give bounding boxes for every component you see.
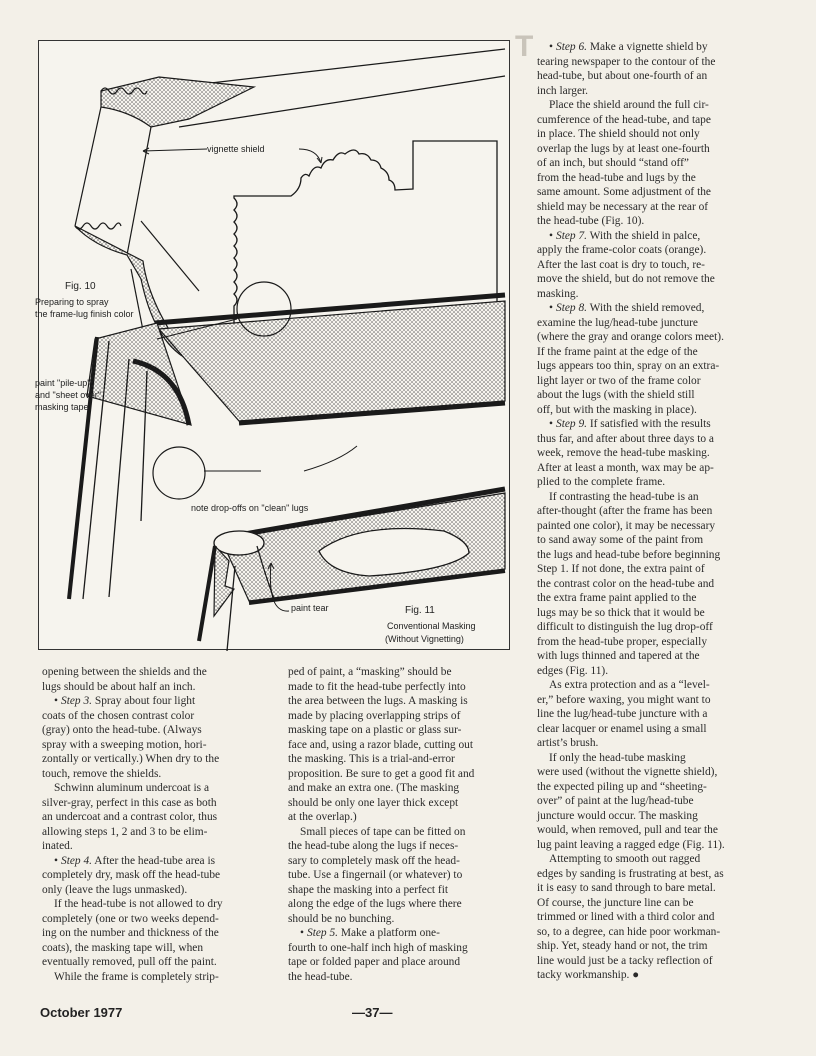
col3-line: line would just be a tacky reflection of (537, 954, 713, 967)
step6-line: Make a vignette shield by (587, 41, 708, 53)
step9-line: After at least a month, wax may be ap- (537, 461, 714, 474)
col2-line: tube. Use a fingernail (or whatever) to (288, 869, 463, 881)
step8-line: off, but with the masking in place). (537, 403, 697, 416)
fig10-label: Fig. 10 (65, 281, 96, 292)
col3-line: it is easy to sand through to bare metal. (537, 882, 716, 894)
col2-line: should be no bunching. (288, 912, 395, 925)
step9-line: thus far, and after about three days to a (537, 432, 714, 445)
col2-line: the head-tube along the lugs if neces- (288, 840, 459, 852)
step8-paragraph: • Step 8. With the shield removed, (549, 302, 705, 314)
col3-line: Attempting to smooth out ragged (549, 853, 701, 865)
col3-line: juncture would occur. The masking (537, 809, 698, 822)
step6-line: tearing newspaper to the contour of the (537, 55, 716, 68)
step9-line: week, remove the head-tube masking. (537, 447, 710, 459)
col3-line: If only the head-tube masking (549, 751, 686, 764)
col3-line: cumference of the head-tube, and tape (537, 113, 711, 126)
col3-line: Of course, the juncture line can be (537, 896, 694, 909)
col3-line: edges (Fig. 11). (537, 664, 609, 677)
step9-line: plied to the complete frame. (537, 476, 666, 488)
col2-line: and make an extra one. (The masking (288, 782, 460, 794)
col2-line: made by placing overlapping strips of (288, 709, 461, 722)
step6-line: inch larger. (537, 84, 589, 97)
fig10-caption-line1: Preparing to spray (35, 297, 109, 307)
article-column-1 (42, 665, 268, 984)
figure-illustration (39, 41, 511, 651)
fig10-caption-line2: the frame-lug finish color (35, 309, 134, 319)
col3-line: the head-tube (Fig. 10). (537, 215, 645, 227)
col1-line: Schwinn aluminum undercoat is a (54, 782, 210, 794)
col1-line: opening between the shields and the (42, 666, 207, 678)
step7-paragraph: • Step 7. With the shield in palce, (549, 229, 701, 242)
col3-line: were used (without the vignette shield), (537, 766, 718, 778)
footer-date: October 1977 (40, 1005, 123, 1020)
col2-line: the masking. This is a trial-and-error (288, 753, 455, 765)
step5-line: fourth to one-half inch high of masking (288, 941, 468, 954)
step5-line: tape or folded paper and place around (288, 956, 461, 968)
step3-line: Spray about four light (92, 695, 196, 707)
col2-line: the area between the lugs. A masking is (288, 695, 468, 707)
col3-line: the contrast color on the head-tube and (537, 577, 715, 590)
col3-line: er,” before waxing, you might want to (537, 693, 711, 706)
col3-line: the lugs and head-tube before beginning (537, 548, 721, 561)
col1-line: an undercoat and a contrast color, thus (42, 811, 218, 823)
col3-line: from the head-tube and lugs by the (537, 171, 696, 184)
col3-line: line the lug/head-tube juncture with a (537, 708, 708, 720)
article-column-2 (288, 665, 516, 984)
step8-label: Step 8. (556, 302, 588, 314)
step8-line: (where the gray and orange colors meet). (537, 331, 724, 343)
fig11-caption-line2: (Without Vignetting) (385, 634, 464, 644)
step6-line: head-tube, but about one-fourth of an (537, 70, 708, 82)
figure-box (35, 40, 510, 650)
step3-line: coats of the chosen contrast color (42, 709, 195, 722)
step6-paragraph: • Step 6. Make a vignette shield by (549, 41, 708, 53)
step3-paragraph: • Step 3. Spray about four light (54, 695, 196, 707)
col3-line: lugs may be so thick that it would be (537, 606, 705, 619)
fig11-callout-dropoffs: note drop-offs on "clean" lugs (191, 503, 309, 513)
col2-line: along the edge of the lugs where there (288, 898, 462, 910)
col3-line: with lugs thinned and tapered at the (537, 650, 700, 662)
step7-line: apply the frame-color coats (orange). (537, 244, 707, 256)
step7-line: With the shield in palce, (587, 229, 701, 242)
col3-line: lug paint leaving a ragged edge (Fig. 11). (537, 838, 725, 851)
col1-line: lugs should be about half an inch. (42, 680, 196, 693)
col3-line: tacky workmanship. (537, 969, 630, 981)
col3-line: same amount. Some adjustment of the (537, 186, 711, 198)
fig11-callout-pileup-2: and "sheet over" (35, 390, 101, 400)
col3-line: would, when removed, pull and tear the (537, 824, 718, 836)
step9-line: If satisfied with the results (587, 418, 711, 430)
col1-line: If the head-tube is not allowed to dry (54, 898, 223, 910)
step5-label: Step 5. (307, 927, 339, 939)
col2-line: ped of paint, a “masking” should be (288, 666, 452, 678)
col3-line: If contrasting the head-tube is an (549, 490, 699, 503)
fig11-caption-line1: Conventional Masking (387, 621, 476, 631)
col1-line: ing on the number and thickness of the (42, 927, 219, 939)
step4-paragraph: • Step 4. After the head-tube area is (54, 854, 216, 867)
col3-line: As extra protection and as a “level- (549, 679, 710, 691)
step4-label: Step 4. (61, 854, 93, 867)
step3-line: touch, remove the shields. (42, 767, 162, 780)
fig11-callout-pileup-1: paint "pile-up" (35, 378, 91, 388)
col3-line: the extra frame paint applied to the (537, 592, 697, 604)
fig11-label: Fig. 11 (405, 605, 435, 616)
fig10-callout-vignette-shield: vignette shield (207, 144, 265, 154)
col3-line: Step 1. If not done, the extra paint of (537, 563, 705, 575)
col2-line: should be only one layer thick except (288, 796, 459, 809)
step5-line: the head-tube. (288, 970, 353, 983)
col1-line: silver-gray, perfect in this case as both (42, 796, 217, 809)
col3-line: the expected piling up and “sheeting- (537, 780, 707, 793)
col3-line: so, to a degree, can hide poor workman- (537, 925, 721, 938)
step8-line: If the frame paint at the edge of the (537, 345, 698, 358)
col1-line: eventually removed, pull off the paint. (42, 956, 217, 968)
col3-line: over” of paint at the lug/head-tube (537, 795, 694, 807)
col1-line: inated. (42, 840, 73, 852)
step7-line: move the shield, but do not remove the (537, 273, 715, 285)
fig11-callout-pileup-3: masking tape (35, 402, 89, 412)
step4-line: only (leave the lugs unmasked). (42, 883, 188, 896)
step9-paragraph: • Step 9. If satisfied with the results (549, 418, 711, 430)
col3-line: shield may be necessary at the rear of (537, 200, 709, 213)
col3-line: Place the shield around the full cir- (549, 99, 709, 111)
col1-line: completely (one or two weeks depend- (42, 912, 219, 925)
step4-line: After the head-tube area is (92, 854, 216, 867)
step3-line: spray with a sweeping motion, hori- (42, 738, 207, 751)
step8-line: With the shield removed, (587, 302, 705, 314)
end-mark-icon: ● (632, 969, 640, 981)
step8-line: lugs appears too thin, spray on an extra- (537, 360, 720, 372)
col2-line: proposition. Be sure to get a good fit and (288, 767, 475, 780)
col3-line: after-thought (after the frame has been (537, 505, 713, 517)
col3-line: difficult to distinguish the lug drop-off (537, 621, 713, 633)
step5-paragraph: • Step 5. Make a platform one- (300, 927, 440, 939)
col3-line: from the head-tube proper, especially (537, 635, 708, 648)
col3-line: ship. Yet, steady hand or not, the trim (537, 940, 708, 952)
col3-line: of an inch, but should “stand off” (537, 157, 689, 169)
step8-line: about the lugs (with the shield still (537, 389, 695, 401)
col3-last-line (537, 968, 787, 983)
col2-line: shape the masking into a perfect fit (288, 883, 449, 896)
step7-line: masking. (537, 287, 579, 300)
col3-line: overlap the lugs by at least one-fourth (537, 142, 710, 155)
col2-line: at the overlap.) (288, 811, 357, 823)
col2-line: sary to completely mask off the head- (288, 854, 460, 867)
step8-line: light layer or two of the frame color (537, 374, 701, 387)
step7-line: After the last coat is dry to touch, re- (537, 258, 705, 271)
col2-line: face and, using a razor blade, cutting out (288, 738, 474, 751)
col1-line: coats), the masking tape will, when (42, 941, 204, 954)
step7-label: Step 7. (556, 229, 588, 242)
step9-label: Step 9. (556, 418, 588, 430)
step6-label: Step 6. (556, 41, 588, 53)
col2-line: made to fit the head-tube perfectly into (288, 680, 466, 693)
col3-line: to sand away some of the paint from (537, 534, 704, 546)
col3-line: edges by sanding is frustrating at best, as (537, 867, 724, 880)
step3-line: zontally or vertically.) When dry to the (42, 753, 220, 765)
col1-line: While the frame is completely strip- (54, 970, 219, 983)
step5-line: Make a platform one- (338, 927, 440, 939)
col3-line: trimmed or lined with a third color and (537, 911, 715, 923)
col3-line: clear lacquer or enamel using a small (537, 722, 707, 735)
fig11-drawing (69, 282, 505, 651)
col3-line: painted one color), it may be necessary (537, 519, 716, 532)
col2-line: Small pieces of tape can be fitted on (300, 825, 466, 838)
step3-line: (gray) onto the head-tube. (Always (42, 724, 202, 736)
bleed-through-letter: T (515, 30, 534, 63)
fig11-callout-paint-tear: paint tear (291, 603, 329, 613)
step8-line: examine the lug/head-tube juncture (537, 316, 698, 329)
col3-line: in place. The shield should not only (537, 128, 700, 140)
article-column-3 (537, 40, 787, 983)
col2-line: masking tape on a plastic or glass sur- (288, 724, 462, 736)
step3-label: Step 3. (61, 695, 93, 707)
col1-line: allowing steps 1, 2 and 3 to be elim- (42, 825, 208, 838)
col3-line: artist’s brush. (537, 737, 599, 749)
page-number: —37— (352, 1005, 393, 1020)
step4-line: completely dry, mask off the head-tube (42, 869, 221, 881)
